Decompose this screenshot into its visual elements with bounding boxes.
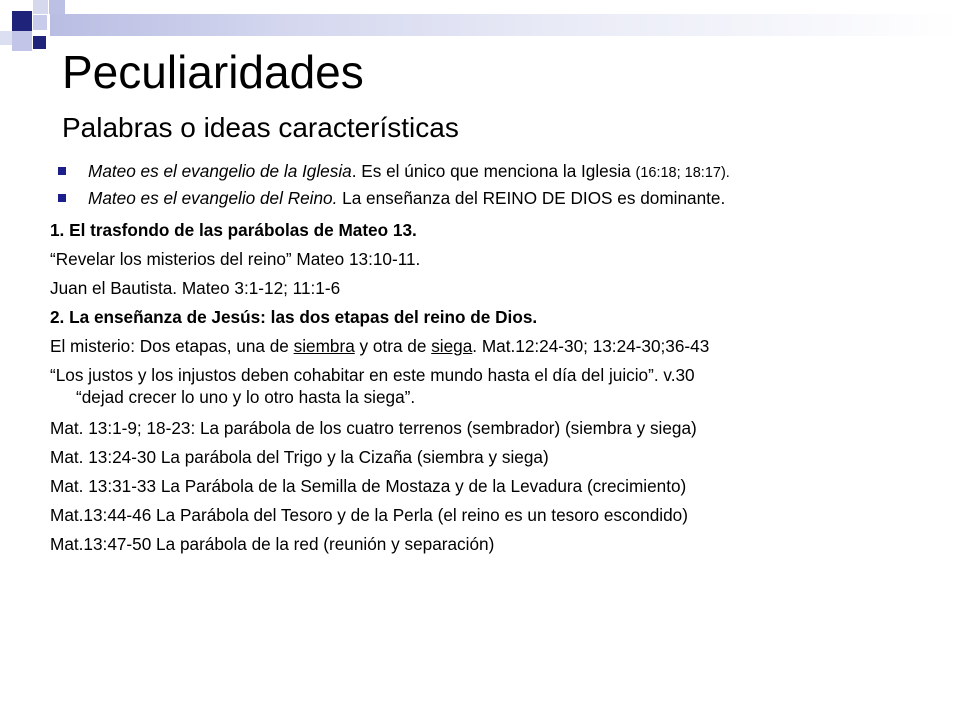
paragraph-tesoro: Mat.13:44-46 La Parábola del Tesoro y de la Perla (el reino es un tesoro escondido) <box>50 505 688 525</box>
slide-subtitle: Palabras o ideas características <box>62 112 459 143</box>
paragraph-misterio <box>50 335 940 357</box>
bullet-italic-text: Mateo es el evangelio de la Iglesia <box>88 161 352 181</box>
deco-square-lavender-3 <box>49 0 65 14</box>
text-segment: El misterio: Dos etapas, una de <box>50 336 294 356</box>
underlined-word-siega: siega <box>431 336 473 356</box>
header-band <box>50 14 960 36</box>
paragraph-red: Mat.13:47-50 La parábola de la red (reunión y separación) <box>50 534 495 554</box>
paragraph-terrenos: Mat. 13:1-9; 18-23: La parábola de los cuatro terrenos (sembrador) (siembra y siega) <box>50 418 697 438</box>
section-heading-1: 1. El trasfondo de las parábolas de Mateo 13. <box>50 220 417 240</box>
text-segment: . Mat.12:24-30; 13:24-30;36-43 <box>472 336 710 356</box>
deco-square-lavender-1 <box>33 0 48 14</box>
paragraph-mostaza: Mat. 13:31-33 La Parábola de la Semilla de Mostaza y de la Levadura (crecimiento) <box>50 476 687 496</box>
paragraph-juan: Juan el Bautista. Mateo 3:1-12; 11:1-6 <box>50 278 341 298</box>
bullet-italic-text: Mateo es el evangelio del Reino. <box>88 188 338 208</box>
underlined-word-siembra: siembra <box>293 336 355 356</box>
deco-square-lavender-4 <box>12 31 32 51</box>
deco-square-lavender-2 <box>33 15 47 30</box>
paragraph-trigo: Mat. 13:24-30 La parábola del Trigo y la Cizaña (siembra y siega) <box>50 447 549 467</box>
bullet-reference: (16:18; 18:17). <box>635 165 730 181</box>
bullet-text: La enseñanza del REINO DE DIOS es dominante. <box>337 188 726 208</box>
paragraph-justos-line-2: “dejad crecer lo uno y lo otro hasta la siega”. <box>76 387 416 407</box>
slide-body <box>50 160 940 562</box>
bullet-text: . Es el único que menciona la Iglesia <box>351 161 636 181</box>
bullet-item-reino <box>50 187 940 209</box>
square-bullet-icon <box>58 167 66 175</box>
slide-title: Peculiaridades <box>62 46 364 98</box>
bullet-item-iglesia <box>50 160 940 184</box>
section-heading-2: 2. La enseñanza de Jesús: las dos etapas del reino de Dios. <box>50 307 538 327</box>
paragraph-revelar: “Revelar los misterios del reino” Mateo 13:10-11. <box>50 249 421 269</box>
paragraph-justos <box>50 364 940 408</box>
deco-square-navy-1 <box>12 11 32 31</box>
paragraph-justos-line-1: “Los justos y los injustos deben cohabitar en este mundo hasta el día del juicio”. v.30 <box>50 365 695 385</box>
deco-square-navy-2 <box>33 36 46 49</box>
deco-square-light-1 <box>0 31 12 45</box>
text-segment: y otra de <box>354 336 432 356</box>
square-bullet-icon <box>58 194 66 202</box>
